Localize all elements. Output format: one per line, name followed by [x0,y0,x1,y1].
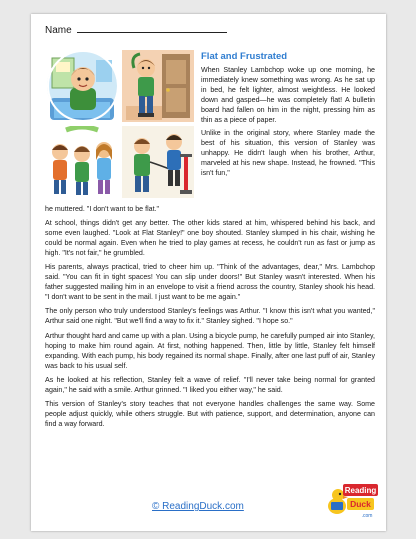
story-body [45,204,375,433]
logo-line2: Duck [350,499,371,509]
story-intro-column [201,65,375,182]
name-label: Name [45,25,72,36]
illustration-kids-at-school [46,126,118,198]
story-paragraph-1: When Stanley Lambchop woke up one morning, he immediately knew something was wrong. As he sat up in bed, he felt lighter, almost weightless. He looked down and gasped—he was completely flat! A bulletin board had fallen on him in the night, pressing him as thin as a piece of paper. [201,66,375,125]
name-row [45,23,227,36]
readingduck-link[interactable]: © ReadingDuck.com [152,501,244,512]
illustration-boy-in-bed [46,50,118,122]
story-paragraph-5: The only person who truly understood Stanley's feelings was Arthur. "I know this isn't what you wanted," Arthur said one night. "But we'll find a way to fix it." Stanley sighed. "I hope so." [45,307,375,326]
story-illustration [46,50,194,198]
illustration-boy-at-door [122,50,194,122]
story-paragraph-2-cont: he muttered. "I don't want to be flat." [45,205,160,213]
story-title: Flat and Frustrated [201,51,288,62]
story-paragraph-3: At school, things didn't get any better. The other kids stared at him, whispered behind his back, and some even laughed. "Look at Flat Stanley!" one boy shouted. Stanley slumped in his chair, wishing he could be normal again. Even when he tried to play games at recess, he couldn't run as fast or jump as high. "It's not fair," he grumbled. [45,219,375,258]
story-paragraph-8: This version of Stanley's story teaches that not everyone handles challenges the same way. Some people adjust quickly, while others struggle. But with patience, support, and determination, anyone can find a way forward. [45,399,375,428]
story-paragraph-2: Unlike in the original story, where Stanley made the best of his situation, this version of Stanley was unhappy. He didn't laugh when his brother, Arthur, marveled at his new shape. Instead, he frowned. "This isn't fun," [201,129,375,178]
story-paragraph-4: His parents, always practical, tried to cheer him up. "Think of the advantages, dear," Mrs. Lambchop said. "You can fit in tight spaces! You can slip under doors!" But Stanley wasn't interested. When his father suggested mailing him in an envelope to visit a friend across the country, Stanley shook his head. "I don't want to be sent in the mail. I just want to be me again." [45,263,375,302]
name-line [77,23,227,33]
logo-suffix: .com [361,513,373,519]
logo-line1: Reading [344,486,377,495]
story-paragraph-6: Arthur thought hard and came up with a plan. Using a bicycle pump, he carefully pumped air into Stanley, hoping to make him round again. At first, nothing happened. Then, little by little, Stanley felt himself expanding. With each pump, his body regained its normal shape. Finally, after one last puff of air, Stanley was back to his usual self. [45,331,375,370]
illustration-bicycle-pump [122,126,194,198]
story-paragraph-7: As he looked at his reflection, Stanley felt a wave of relief. "I'll never take being normal for granted again," he said with a smile. Arthur grinned. "I liked you either way," he said. [45,375,375,394]
worksheet-page [31,14,386,531]
readingduck-logo [327,476,379,522]
